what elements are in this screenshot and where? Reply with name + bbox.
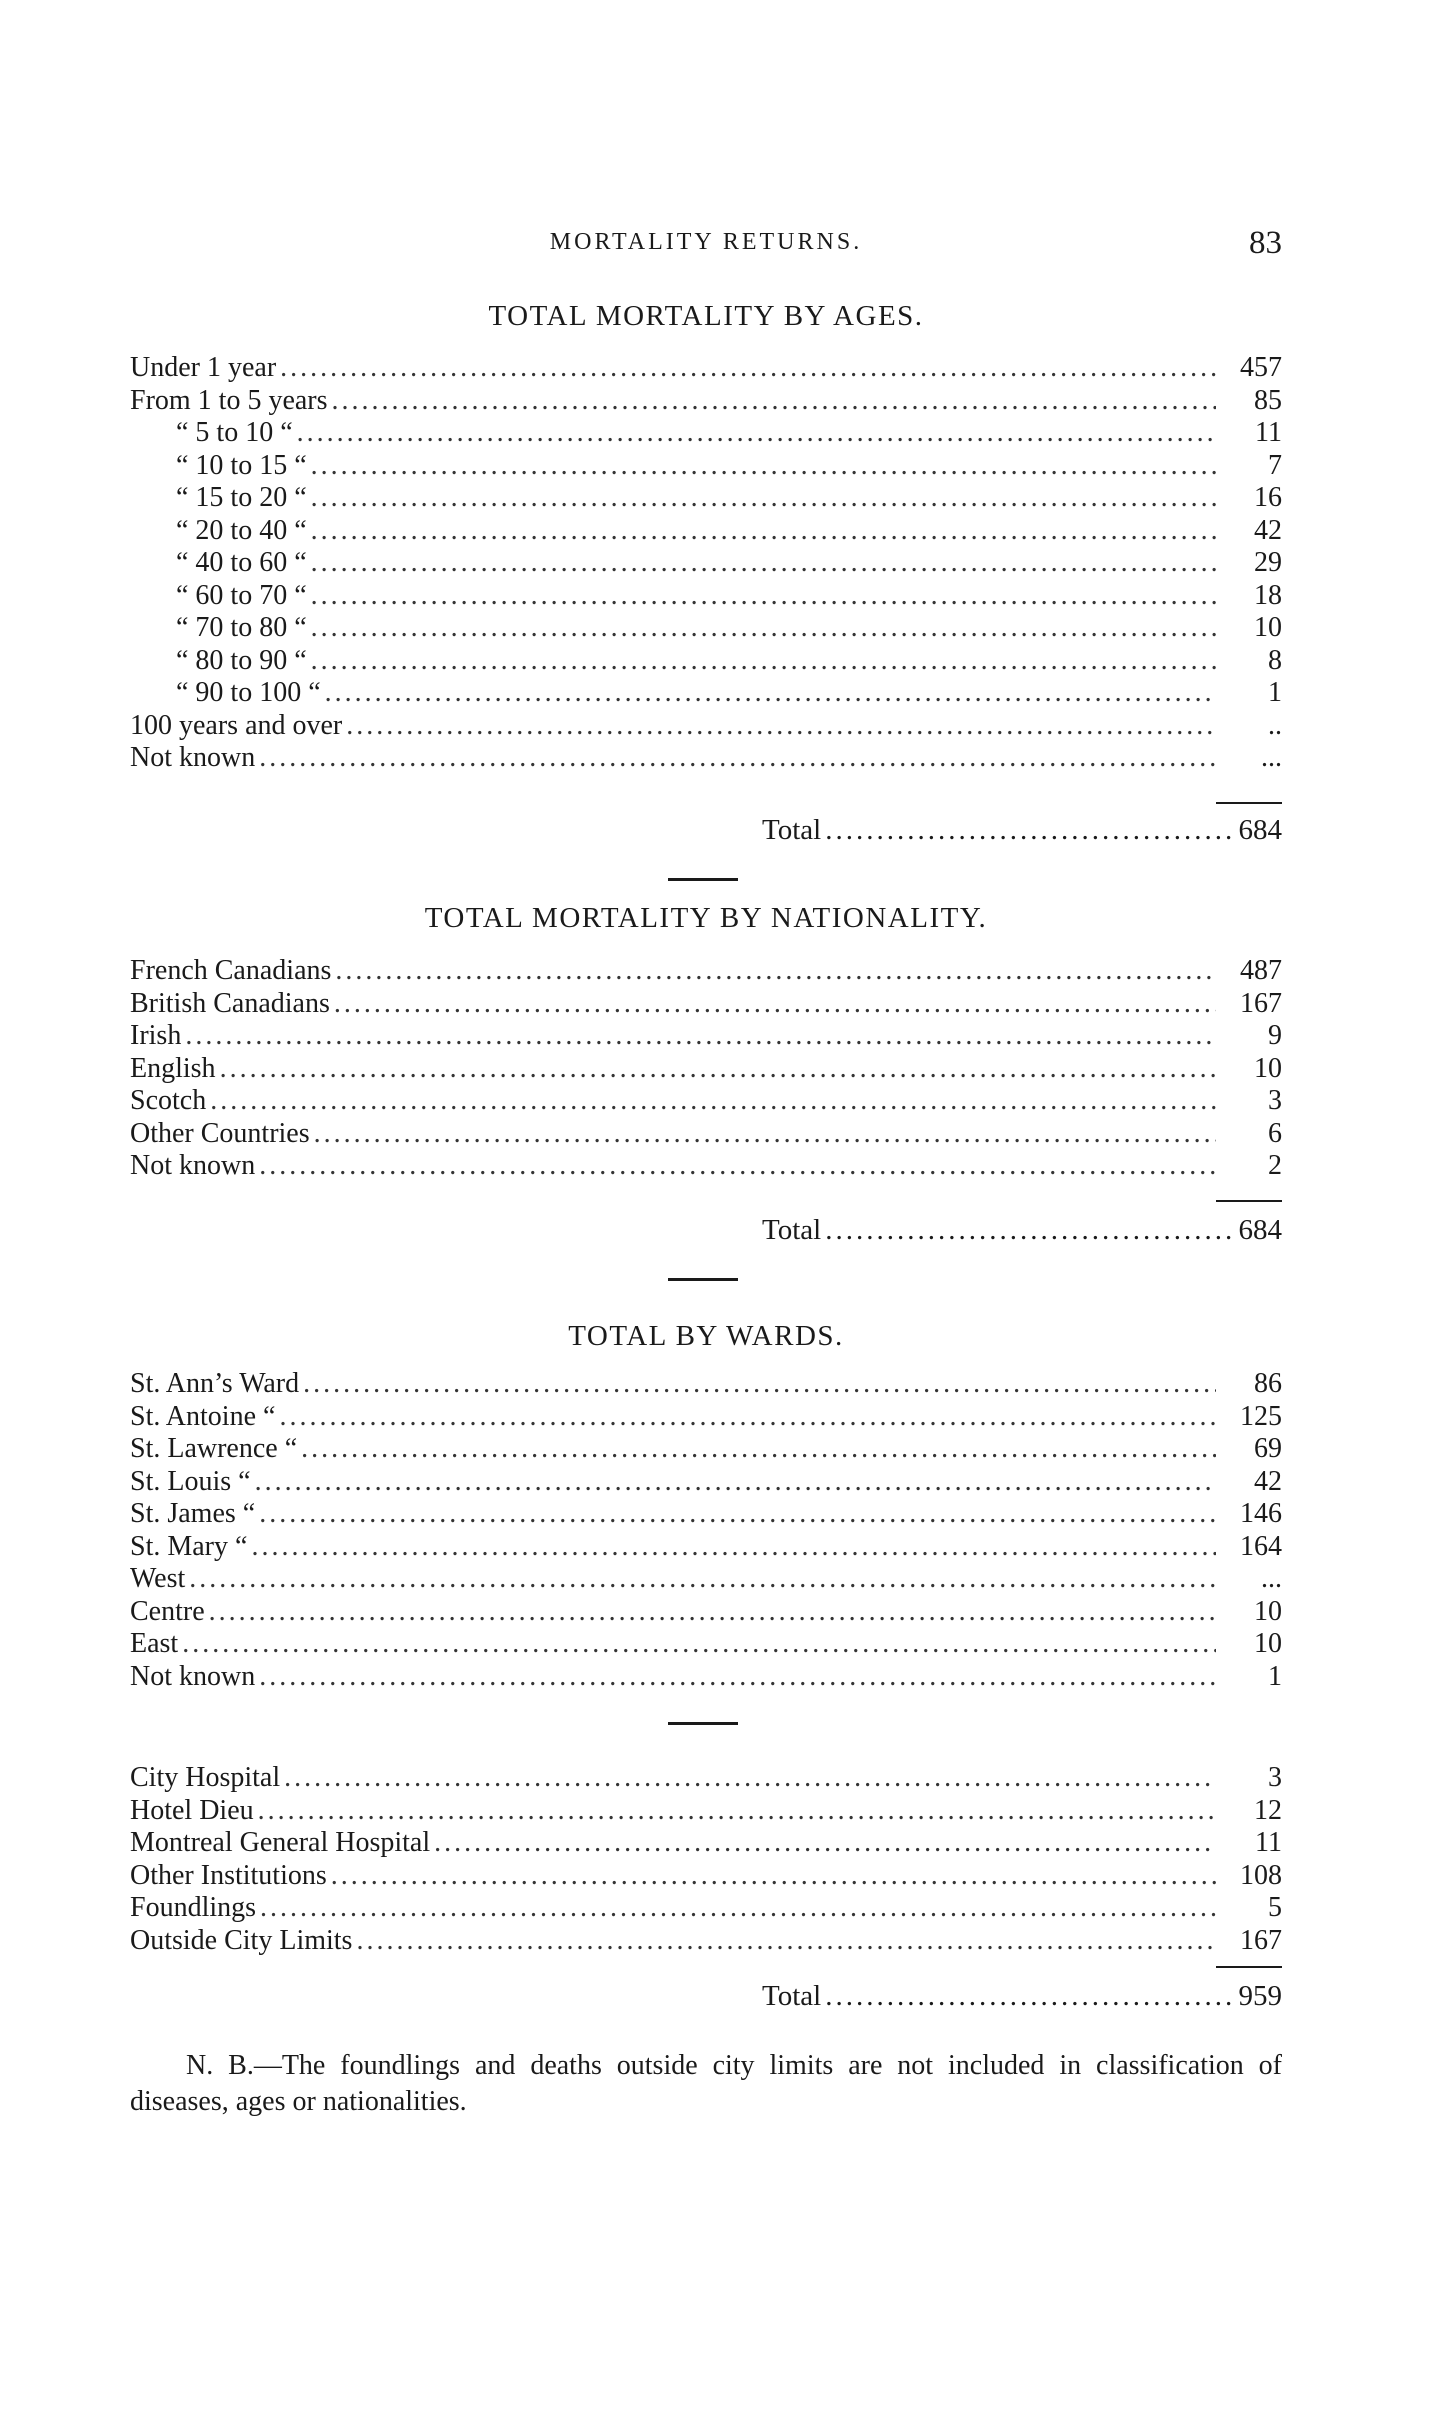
row-value: 10 xyxy=(1254,612,1282,643)
row-label: Hotel Dieu xyxy=(130,1794,254,1826)
row-label: St. Mary “ xyxy=(130,1530,248,1562)
row-value: 167 xyxy=(1240,1924,1282,1956)
row-value: 86 xyxy=(1254,1368,1282,1399)
table-row xyxy=(130,1118,1282,1151)
table-row xyxy=(130,1925,1282,1958)
table-row xyxy=(130,1661,1282,1694)
table-row xyxy=(130,1053,1282,1086)
row-label: St. James “ xyxy=(130,1498,256,1529)
table-row xyxy=(130,1368,1282,1401)
total-rule xyxy=(1216,1966,1282,1968)
row-label: Not known xyxy=(130,742,256,773)
row-value: 69 xyxy=(1254,1433,1282,1464)
wards-section-title: TOTAL BY WARDS. xyxy=(568,1320,844,1352)
leader-dots xyxy=(255,1466,1216,1499)
row-label: West xyxy=(130,1563,186,1594)
leader-dots xyxy=(220,1053,1216,1086)
row-value: .. xyxy=(1268,709,1282,741)
leader-dots xyxy=(311,482,1216,515)
row-label: Irish xyxy=(130,1020,182,1051)
leader-dots xyxy=(260,1892,1216,1925)
row-value: 3 xyxy=(1268,1085,1282,1116)
row-label: Outside City Limits xyxy=(130,1924,353,1956)
row-label: 100 years and over xyxy=(130,709,343,741)
leader-dots xyxy=(434,1827,1216,1860)
row-label: “ 15 to 20 “ xyxy=(176,482,307,513)
row-value: 10 xyxy=(1254,1628,1282,1659)
row-value: 7 xyxy=(1268,449,1282,481)
leader-dots xyxy=(185,1020,1216,1053)
institutions-total-row xyxy=(762,1978,1282,2014)
page-number: 83 xyxy=(1249,225,1282,261)
row-value: 12 xyxy=(1254,1794,1282,1826)
table-row xyxy=(130,547,1282,580)
leader-dots xyxy=(346,710,1216,743)
leader-dots xyxy=(331,1860,1216,1893)
row-label: East xyxy=(130,1628,179,1659)
leader-dots xyxy=(209,1596,1216,1629)
row-label: St. Louis “ xyxy=(130,1465,251,1497)
leader-dots xyxy=(311,612,1216,645)
row-value: ... xyxy=(1261,1563,1282,1594)
row-value: 10 xyxy=(1254,1052,1282,1084)
leader-dots xyxy=(314,1118,1216,1151)
table-row xyxy=(130,1020,1282,1053)
row-label: “ 90 to 100 “ xyxy=(176,677,321,708)
leader-dots xyxy=(297,417,1216,450)
leader-dots xyxy=(311,580,1216,613)
row-label: St. Lawrence “ xyxy=(130,1433,298,1464)
table-row xyxy=(130,612,1282,645)
row-label: St. Ann’s Ward xyxy=(130,1368,300,1399)
table-row xyxy=(130,1433,1282,1466)
row-value: 9 xyxy=(1268,1020,1282,1051)
row-value: 146 xyxy=(1240,1498,1282,1529)
row-label: Under 1 year xyxy=(130,352,277,383)
table-row xyxy=(130,1762,1282,1795)
leader-dots xyxy=(182,1628,1216,1661)
row-label: “ 5 to 10 “ xyxy=(176,417,293,448)
total-label: Total xyxy=(762,1980,822,2012)
row-value: 11 xyxy=(1255,417,1282,448)
row-value: 42 xyxy=(1254,514,1282,546)
row-value: ... xyxy=(1261,742,1282,773)
table-row xyxy=(130,1827,1282,1860)
row-value: 10 xyxy=(1254,1595,1282,1627)
row-label: “ 80 to 90 “ xyxy=(176,644,307,676)
row-value: 3 xyxy=(1268,1762,1282,1793)
table-row xyxy=(130,710,1282,743)
table-row xyxy=(130,580,1282,613)
leader-dots xyxy=(259,1661,1216,1694)
total-value: 959 xyxy=(1238,1980,1282,2012)
leader-dots xyxy=(335,955,1216,988)
row-value: 125 xyxy=(1240,1400,1282,1432)
running-head xyxy=(130,225,1282,265)
row-label: “ 20 to 40 “ xyxy=(176,514,307,546)
table-row xyxy=(130,1563,1282,1596)
row-value: 8 xyxy=(1268,644,1282,676)
ages-total-row xyxy=(762,812,1282,848)
ages-section-title: TOTAL MORTALITY BY AGES. xyxy=(488,300,924,332)
table-row xyxy=(130,1498,1282,1531)
row-value: 29 xyxy=(1254,547,1282,578)
leader-dots xyxy=(825,1978,1234,2014)
leader-dots xyxy=(311,450,1216,483)
leader-dots xyxy=(251,1531,1216,1564)
row-label: Other Institutions xyxy=(130,1859,327,1891)
row-value: 1 xyxy=(1268,677,1282,708)
row-label: Centre xyxy=(130,1595,205,1627)
section-divider xyxy=(668,1722,738,1725)
row-label: French Canadians xyxy=(130,955,332,986)
leader-dots xyxy=(189,1563,1216,1596)
leader-dots xyxy=(303,1368,1216,1401)
leader-dots xyxy=(284,1762,1216,1795)
leader-dots xyxy=(301,1433,1216,1466)
total-rule xyxy=(1216,802,1282,804)
table-row xyxy=(130,1085,1282,1118)
footnote: N. B.—The foundlings and deaths outside city limits are not included in classification of diseases, ages or nationalities. xyxy=(130,2050,1282,2117)
leader-dots xyxy=(259,1498,1216,1531)
table-row xyxy=(130,515,1282,548)
row-label: English xyxy=(130,1052,216,1084)
row-value: 11 xyxy=(1255,1827,1282,1858)
table-row xyxy=(130,417,1282,450)
row-label: City Hospital xyxy=(130,1762,281,1793)
table-row xyxy=(130,677,1282,710)
table-row xyxy=(130,450,1282,483)
table-row xyxy=(130,1466,1282,1499)
row-label: Not known xyxy=(130,1150,256,1181)
row-label: Montreal General Hospital xyxy=(130,1827,431,1858)
nationality-total-row xyxy=(762,1212,1282,1248)
leader-dots xyxy=(356,1925,1216,1958)
row-label: “ 10 to 15 “ xyxy=(176,449,307,481)
table-row xyxy=(130,1860,1282,1893)
table-row xyxy=(130,1401,1282,1434)
table-row xyxy=(130,1892,1282,1925)
section-divider xyxy=(668,878,738,881)
table-row xyxy=(130,988,1282,1021)
leader-dots xyxy=(825,812,1234,848)
leader-dots xyxy=(259,1150,1216,1183)
nationality-section-title: TOTAL MORTALITY BY NATIONALITY. xyxy=(424,902,988,934)
leader-dots xyxy=(258,1795,1216,1828)
total-label: Total xyxy=(762,814,822,846)
leader-dots xyxy=(210,1085,1216,1118)
row-label: “ 70 to 80 “ xyxy=(176,612,307,643)
row-label: Foundlings xyxy=(130,1892,257,1923)
row-value: 167 xyxy=(1240,987,1282,1019)
row-value: 164 xyxy=(1240,1530,1282,1562)
table-row xyxy=(130,1531,1282,1564)
leader-dots xyxy=(825,1212,1234,1248)
row-value: 457 xyxy=(1240,352,1282,383)
row-value: 18 xyxy=(1254,579,1282,611)
row-label: St. Antoine “ xyxy=(130,1400,276,1432)
table-row xyxy=(130,352,1282,385)
leader-dots xyxy=(334,988,1216,1021)
leader-dots xyxy=(332,385,1216,418)
leader-dots xyxy=(311,547,1216,580)
row-value: 16 xyxy=(1254,482,1282,513)
row-value: 2 xyxy=(1268,1150,1282,1181)
row-label: “ 40 to 60 “ xyxy=(176,547,307,578)
row-label: From 1 to 5 years xyxy=(130,384,328,416)
row-value: 108 xyxy=(1240,1859,1282,1891)
row-label: British Canadians xyxy=(130,987,330,1019)
total-label: Total xyxy=(762,1214,822,1246)
leader-dots xyxy=(311,515,1216,548)
table-row xyxy=(130,1150,1282,1183)
institutions-table xyxy=(130,1762,1282,1957)
running-title: MORTALITY RETURNS. xyxy=(549,229,863,255)
row-value: 487 xyxy=(1240,955,1282,986)
ages-table xyxy=(130,352,1282,775)
table-row xyxy=(130,645,1282,678)
row-value: 85 xyxy=(1254,384,1282,416)
row-label: Other Countries xyxy=(130,1117,310,1149)
total-value: 684 xyxy=(1238,814,1282,846)
table-row xyxy=(130,482,1282,515)
row-label: Not known xyxy=(130,1660,256,1692)
leader-dots xyxy=(279,1401,1216,1434)
row-value: 1 xyxy=(1268,1660,1282,1692)
table-row xyxy=(130,385,1282,418)
wards-table xyxy=(130,1368,1282,1693)
table-row xyxy=(130,1596,1282,1629)
section-divider xyxy=(668,1278,738,1281)
row-label: Scotch xyxy=(130,1085,207,1116)
nationality-table xyxy=(130,955,1282,1183)
row-value: 42 xyxy=(1254,1465,1282,1497)
leader-dots xyxy=(311,645,1216,678)
leader-dots xyxy=(280,352,1216,385)
row-value: 6 xyxy=(1268,1117,1282,1149)
row-label: “ 60 to 70 “ xyxy=(176,579,307,611)
leader-dots xyxy=(259,742,1216,775)
total-rule xyxy=(1216,1200,1282,1202)
total-value: 684 xyxy=(1238,1214,1282,1246)
table-row xyxy=(130,955,1282,988)
table-row xyxy=(130,1628,1282,1661)
table-row xyxy=(130,1795,1282,1828)
leader-dots xyxy=(325,677,1216,710)
table-row xyxy=(130,742,1282,775)
row-value: 5 xyxy=(1268,1892,1282,1923)
